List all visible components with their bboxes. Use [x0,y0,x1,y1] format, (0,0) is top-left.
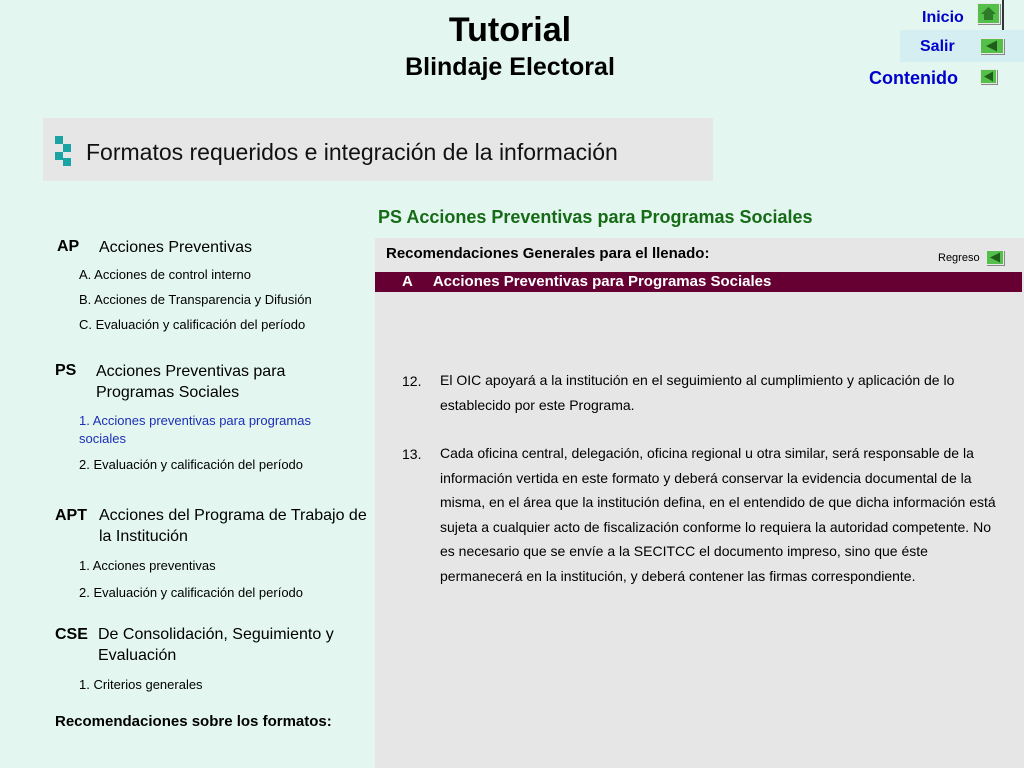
nav-salir-link[interactable]: Salir [920,38,955,55]
group-name-cse: De Consolidación, Seguimiento y Evaluación [98,626,334,664]
nav-divider [1002,0,1004,30]
arrow-left-icon [981,70,996,83]
sidebar-link[interactable]: B. Acciones de Transparencia y Difusión [79,292,312,307]
sidebar-link[interactable]: A. Acciones de control interno [79,267,251,282]
sidebar-link[interactable]: 1. Acciones preventivas [79,558,216,573]
sidebar-link-active[interactable]: 1. Acciones preventivas para programas sociales [79,413,311,446]
arrow-left-icon [981,39,1003,53]
page-subtitle: Blindaje Electoral [405,53,615,81]
sidebar-link[interactable]: 1. Criterios generales [79,677,203,692]
regreso-link[interactable]: Regreso [938,252,980,264]
arrow-left-icon [987,251,1003,264]
section-title: Formatos requeridos e integración de la información [86,139,618,165]
sidebar-link[interactable]: 2. Evaluación y calificación del período [79,457,304,472]
group-name-ap: Acciones Preventivas [99,239,252,256]
group-code-ap: AP [57,238,80,255]
item-number: 12. [402,373,422,389]
group-code-apt: APT [55,507,87,524]
band-letter: A [402,273,413,290]
section-band-title [402,273,771,290]
sidebar-link[interactable]: C. Evaluación y calificación del período [79,317,306,332]
band-title: Acciones Preventivas para Programas Sociales [432,273,772,290]
nav-inicio-link[interactable]: Inicio [922,9,964,26]
content-heading: PS Acciones Preventivas para Programas Sociales [378,207,813,227]
group-code-ps: PS [55,362,77,379]
home-button[interactable] [977,3,1000,24]
section-bullet-icon [55,136,73,166]
item-text: El OIC apoyará a la institución en el seguimiento al cumplimiento y aplicación de lo establecido por este Programa. [440,372,955,413]
contenido-button[interactable] [980,69,997,84]
home-icon [978,4,999,23]
nav-contenido-link[interactable]: Contenido [869,68,958,88]
salir-highlight [900,30,1024,62]
group-code-cse: CSE [55,626,88,643]
group-name-ps: Acciones Preventivas para Programas Sociales [96,363,286,401]
recommendations-heading: Recomendaciones sobre los formatos: [55,713,332,730]
item-text: Cada oficina central, delegación, oficina regional u otra similar, será responsable de la información vertida en este formato y deberá conservar la evidencia documental de la misma, en el área que la institución defina, en el entendido de que dicha información está sujeta a cualquier acto de fiscalización conforme lo requiera la autoridad competente. No es necesario que se envíe a la SECITCC el documento impreso, sino que éste permanecerá en la institución, y deberá contener las firmas correspondiente. [440,445,996,584]
panel-title: Recomendaciones Generales para el llenado: [386,245,710,262]
item-number: 13. [402,446,422,462]
salir-button[interactable] [980,38,1004,54]
group-name-apt: Acciones del Programa de Trabajo de la Institución [99,507,367,545]
sidebar-link[interactable]: 2. Evaluación y calificación del período [79,585,304,600]
regreso-button[interactable] [986,250,1004,265]
page-title: Tutorial [448,11,572,49]
